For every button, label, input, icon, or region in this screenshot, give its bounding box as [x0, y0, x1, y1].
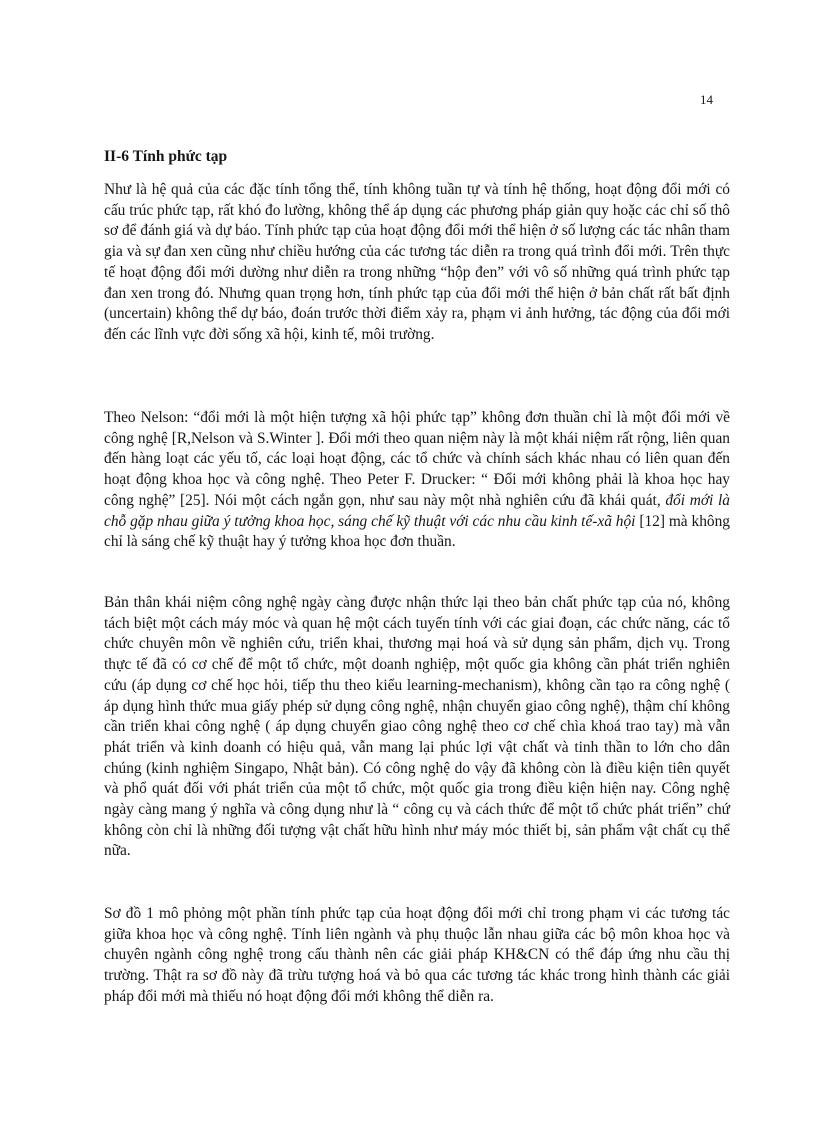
paragraph-diagram-1	[104, 904, 730, 1008]
paragraph-text: Sơ đồ 1 mô phỏng một phần tính phức tạp của hoạt động đổi mới chỉ trong phạm vi các tương tác giữa khoa học và công nghệ. Tính liên ngành và phụ thuộc lẫn nhau giữa các bộ môn khoa học và chuyên ngành công nghệ trong cấu thành nên các giải pháp KH&CN có thể đáp ứng nhu cầu thị trường. Thật ra sơ đồ này đã trừu tượng hoá và bỏ qua các tương tác khác trong hình thành các giải pháp đổi mới mà thiếu nó hoạt động đổi mới không thể diễn ra.	[104, 905, 730, 1005]
paragraph-nelson-drucker	[104, 408, 730, 553]
paragraph-text-lead: Theo Nelson: “đổi mới là một hiện tượng xã hội phức tạp” không đơn thuần chỉ là một đổi mới về công nghệ [R,Nelson và S.Winter ]. Đổi mới theo quan niệm này là một khái niệm rất rộng, liên quan đến hàng loạt các yếu tố, các loại hoạt động, các tổ chức và chính sách khác nhau có liên quan đến hoạt động khoa học và công nghệ. Theo Peter F. Drucker: “ Đổi mới không phải là khoa học hay công nghệ” [25]. Nói một cách ngắn gọn, như sau này một nhà nghiên cứu đã khái quát,	[104, 409, 730, 509]
paragraph-text: Như là hệ quả của các đặc tính tổng thể, tính không tuần tự và tính hệ thống, hoạt động đổi mới có cấu trúc phức tạp, rất khó đo lường, không thể áp dụng các phương pháp giản quy hoặc các chỉ số thô sơ để đánh giá và dự báo. Tính phức tạp của hoạt động đổi mới thể hiện ở số lượng các tác nhân tham gia và sự đan xen cũng như chiều hướng của các tương tác diễn ra trong quá trình đổi mới. Trên thực tế hoạt động đổi mới dường như diễn ra trong những “hộp đen” với vô số những quá trình phức tạp đan xen trong đó. Nhưng quan trọng hơn, tính phức tạp của đổi mới thể hiện ở bản chất rất bất định (uncertain) không thể dự báo, đoán trước thời điểm xảy ra, phạm vi ảnh hưởng, tác động của đổi mới đến các lĩnh vực đời sống xã hội, kinh tế, môi trường.	[104, 181, 730, 343]
paragraph-text-tail: [12] mà không chỉ là sáng chế kỹ thuật hay ý tưởng khoa học đơn thuần.	[104, 512, 730, 551]
paragraph-complexity-intro	[104, 180, 730, 346]
paragraph-technology-concept	[104, 593, 730, 862]
paragraph-text: Bản thân khái niệm công nghệ ngày càng được nhận thức lại theo bản chất phức tạp của nó, không tách biệt một cách máy móc và quan hệ một cách tuyến tính với các giai đoạn, các chức năng, các tổ chức chuyên môn về nghiên cứu, triển khai, thương mại hoá và sử dụng sản phẩm, dịch vụ. Trong thực tế đã có cơ chế để một tổ chức, một doanh nghiệp, một quốc gia không cần phát triển nghiên cứu (áp dụng cơ chế học hỏi, tiếp thu theo kiểu learning-mechanism), không cần tạo ra công nghệ ( áp dụng hình thức mua giấy phép sử dụng công nghệ, nhận chuyển giao công nghệ), thậm chí không cần triển khai công nghệ ( áp dụng chuyển giao công nghệ theo cơ chế chìa khoá trao tay) mà vẫn phát triển và kinh doanh có hiệu quả, vẫn mang lại phúc lợi vật chất và tinh thần to lớn cho dân chúng (kinh nghiệm Singapo, Nhật bản). Có công nghệ do vậy đã không còn là điều kiện tiên quyết và phổ quát đối với phát triển của một tổ chức, một quốc gia trong điều kiện hiện nay. Công nghệ ngày càng mang ý nghĩa và công dụng như là “ công cụ và cách thức để một tổ chức phát triển” chứ không còn chỉ là những đối tượng vật chất hữu hình như máy móc thiết bị, sản phẩm vật chất cụ thể nữa.	[104, 594, 730, 860]
page-number: 14	[700, 92, 713, 107]
section-heading: II-6 Tính phức tạp	[104, 148, 228, 165]
paragraph-text	[104, 408, 730, 553]
italic-definition: đổi mới là chỗ gặp nhau giữa ý tưởng khoa học, sáng chế kỹ thuật với các nhu cầu kinh tế-xã hội	[104, 491, 730, 530]
